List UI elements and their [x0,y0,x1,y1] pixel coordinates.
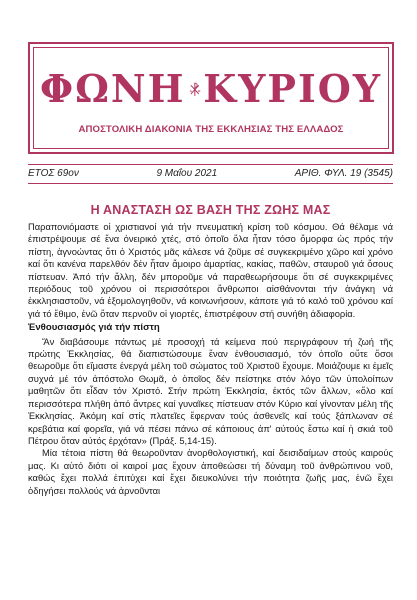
masthead-title [40,64,382,114]
bottom-divider [28,183,393,184]
section-heading: Ἐνθουσιασμός γιά τήν πίστη [28,322,160,334]
title-right: ΚΥΡΙΟΥ [203,66,382,111]
monogram-omega: Ω [197,88,201,93]
issue-year: ΕΤΟΣ 69ον [28,168,79,179]
issue-info [28,168,393,179]
masthead [28,42,394,154]
title-left: ΦΩΝΗ [40,66,186,111]
article-body [28,221,393,497]
chi-rho-monogram-icon [188,64,202,114]
top-divider [28,164,393,165]
issue-number: ΑΡΙΘ. ΦΥΛ. 19 (3545) [294,168,393,179]
issue-date: 9 Μαΐου 2021 [156,168,218,179]
paragraph-1: Παραπονιόμαστε οἱ χριστιανοί γιά τήν πνευματική κρίση τοῦ κόσμου. Θά θέλαμε νά ἐπιστρέψουμε σέ ἕνα ὀνειρικό χτές, στό ὁποῖο ὅλα ἦταν τόσο ὄμορφα ὡς πρός τήν πίστη, ἀγνοώντας ὅτι ὁ Χριστός μᾶς κάλεσε νά ζοῦμε σέ συγκεκριμένο χῶρο καί χρόνο καί ὅτι κανένα παρελθόν δέν ἦταν ἄμοιρο ἁμαρτίας, κακίας, παθῶν, σταυροῦ γιά ὅσους πίστευαν. Ἀπό τήν ἄλλη, δέν μποροῦμε νά παραθεωρήσουμε ὅτι σέ συγκεκριμένες περιόδους τοῦ χρόνου οἱ περισσότεροι ἄνθρωποι αἰσθάνονται τήν ἀνάγκη νά ἐκκλησιαστοῦν, νά ἐξομολογηθοῦν, νά κοινωνήσουν, κάποτε γιά τό καλό τοῦ χρόνου καί γιά τό ἔθιμο, ἐνῶ ὅταν περνοῦν οἱ γιορτές, ἐπιστρέφουν στή συνήθη ἀδιαφορία. [28,222,393,319]
masthead-subtitle: ΑΠΟΣΤΟΛΙΚΗ ΔΙΑΚΟΝΙΑ ΤΗΣ ΕΚΚΛΗΣΙΑΣ ΤΗΣ ΕΛΛΑΔΟΣ [78,124,344,135]
monogram-alpha: Α [189,88,192,93]
paragraph-3: Μία τέτοια πίστη θά θεωροῦνταν ἀνορθολογιστική, καί δεισιδαίμων στούς καιρούς μας. Κι αὐτό διότι οἱ καιροί μας ἔχουν ἀποθεώσει τή δύναμη τοῦ ἀνθρώπινου νοῦ, καθώς ἔχει πολλά ἐπιτύχει καί ἔχει διευκολύνει τήν ποιότητα ζωῆς μας, ἐνῶ ἔχει ὁδηγήσει πολλούς νά ἀρνοῦνται [28,448,393,496]
paragraph-2: Ἄν διαβάσουμε πάντως μέ προσοχή τά κείμενα πού περιγράφουν τή ζωή τῆς πρώτης Ἐκκλησίας, θά διαπιστώσουμε ἕναν ἐνθουσιασμό, τόν ὁποῖο οὔτε ὅσοι θεωροῦμε ὅτι εἴμαστε ἐνεργά μέλη τοῦ σώματος τοῦ Χριστοῦ ἔχουμε. Μοιάζουμε κι ἐμεῖς συχνά μέ τόν ἀπόστολο Θωμᾶ, ὁ ὁποῖος δέν πείστηκε στόν λόγο τῶν ὑπολοίπων μαθητῶν ὅτι εἶδαν τόν Χριστό. Στήν πρώτη Ἐκκλησία, ἐκτός τῶν ἄλλων, «ὅλο καί περισσότερα πλήθη ἀπό ἄντρες καί γυναῖκες πίστευαν στόν Κύριο καί γίνονταν μέλη τῆς Ἐκκλησίας. Ἀκόμη καί στίς πλατεῖες ἔφερναν τούς ἀσθενεῖς καί τούς ξάπλωναν σέ κρεβάτια καί φορεῖα, γιά νά πέσει πάνω σέ κάποιους ἀπ' αὐτούς ἔστω καί ἡ σκιά τοῦ Πέτρου ὅταν αὐτός ἐρχόταν» (Πράξ. 5,14-15). [28,336,393,446]
article-headline: Η ΑΝΑΣΤΑΣΗ ΩΣ ΒΑΣΗ ΤΗΣ ΖΩΗΣ ΜΑΣ [90,203,331,217]
